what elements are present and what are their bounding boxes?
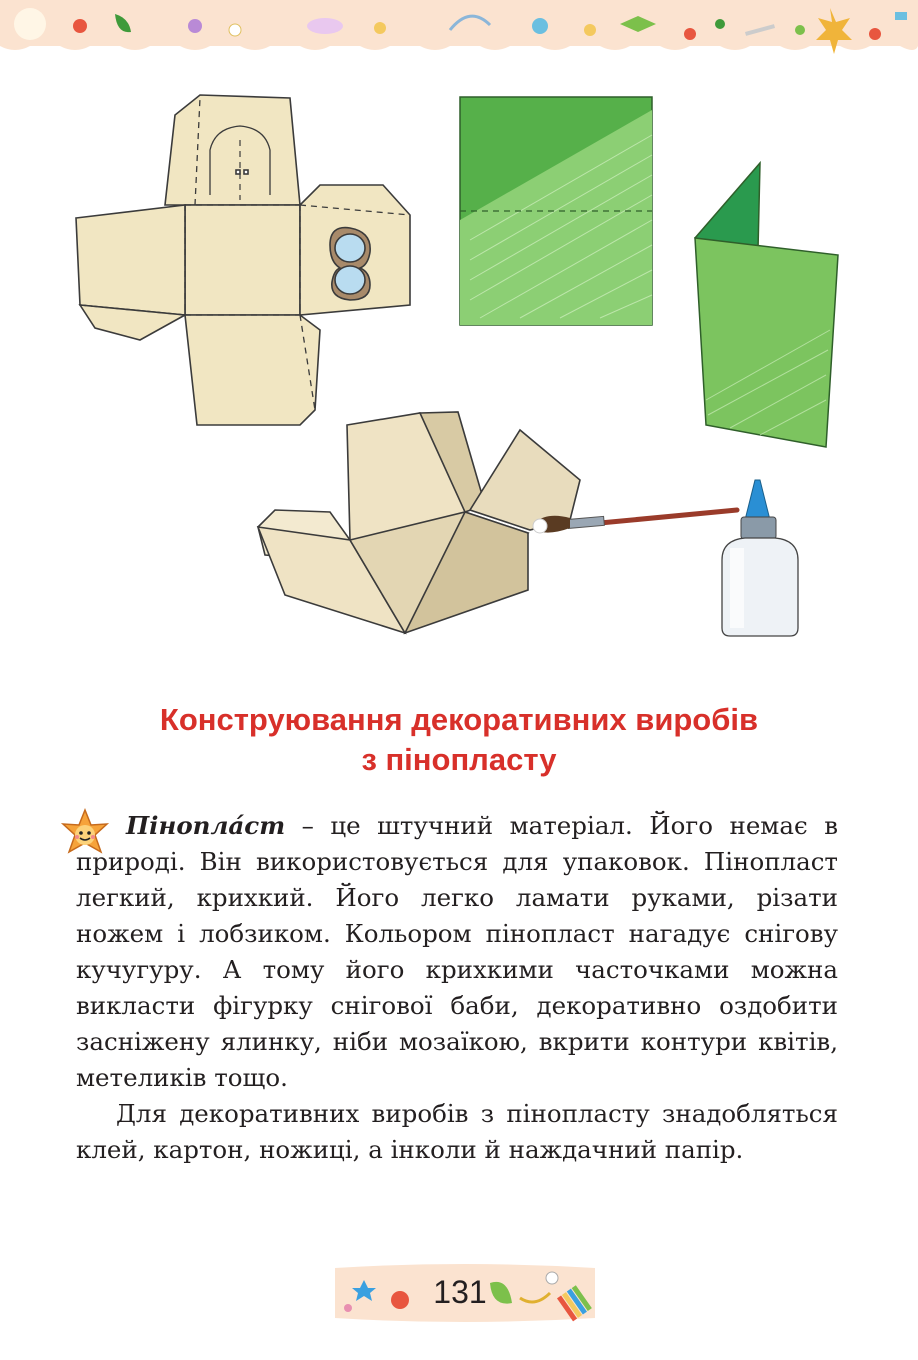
- craft-illustration: [0, 60, 918, 680]
- green-paper-sheet: [460, 97, 652, 325]
- heading-line-1: Конструювання декоративних виробів: [159, 702, 759, 737]
- paragraph-2: Для декоративних виробів з пінопласту знадобляться клей, картон, ножиці, а інколи й наждачний папір.: [76, 1099, 838, 1164]
- section-heading: [0, 700, 918, 780]
- paragraph-1-text: – це штучний матеріал. Його немає в природі. Він використовується для упаковок. Пінопласт легкий, крихкий. Його легко ламати руками, різати ножем і лобзиком. Кольором пінопласт нагадує снігову кучугуру. А тому його крихкими часточками можна викласти фігурку снігової баби, декоративно оздобити засніжену ялинку, ніби мозаїкою, вкрити контури квітів, метеликів тощо.: [76, 811, 838, 1092]
- page-number: 131: [433, 1274, 487, 1310]
- glue-bottle-icon: [722, 480, 798, 636]
- folded-green-paper: [695, 163, 838, 447]
- decorative-top-border: [0, 0, 918, 56]
- term-penoplast: Пінопла́ст: [126, 811, 286, 840]
- heading-line-2: з пінопласту: [361, 742, 557, 777]
- paragraph-1: [76, 808, 838, 1096]
- cardboard-net: [76, 95, 410, 425]
- body-text: [76, 808, 838, 1168]
- folded-cardboard-box: [258, 412, 580, 633]
